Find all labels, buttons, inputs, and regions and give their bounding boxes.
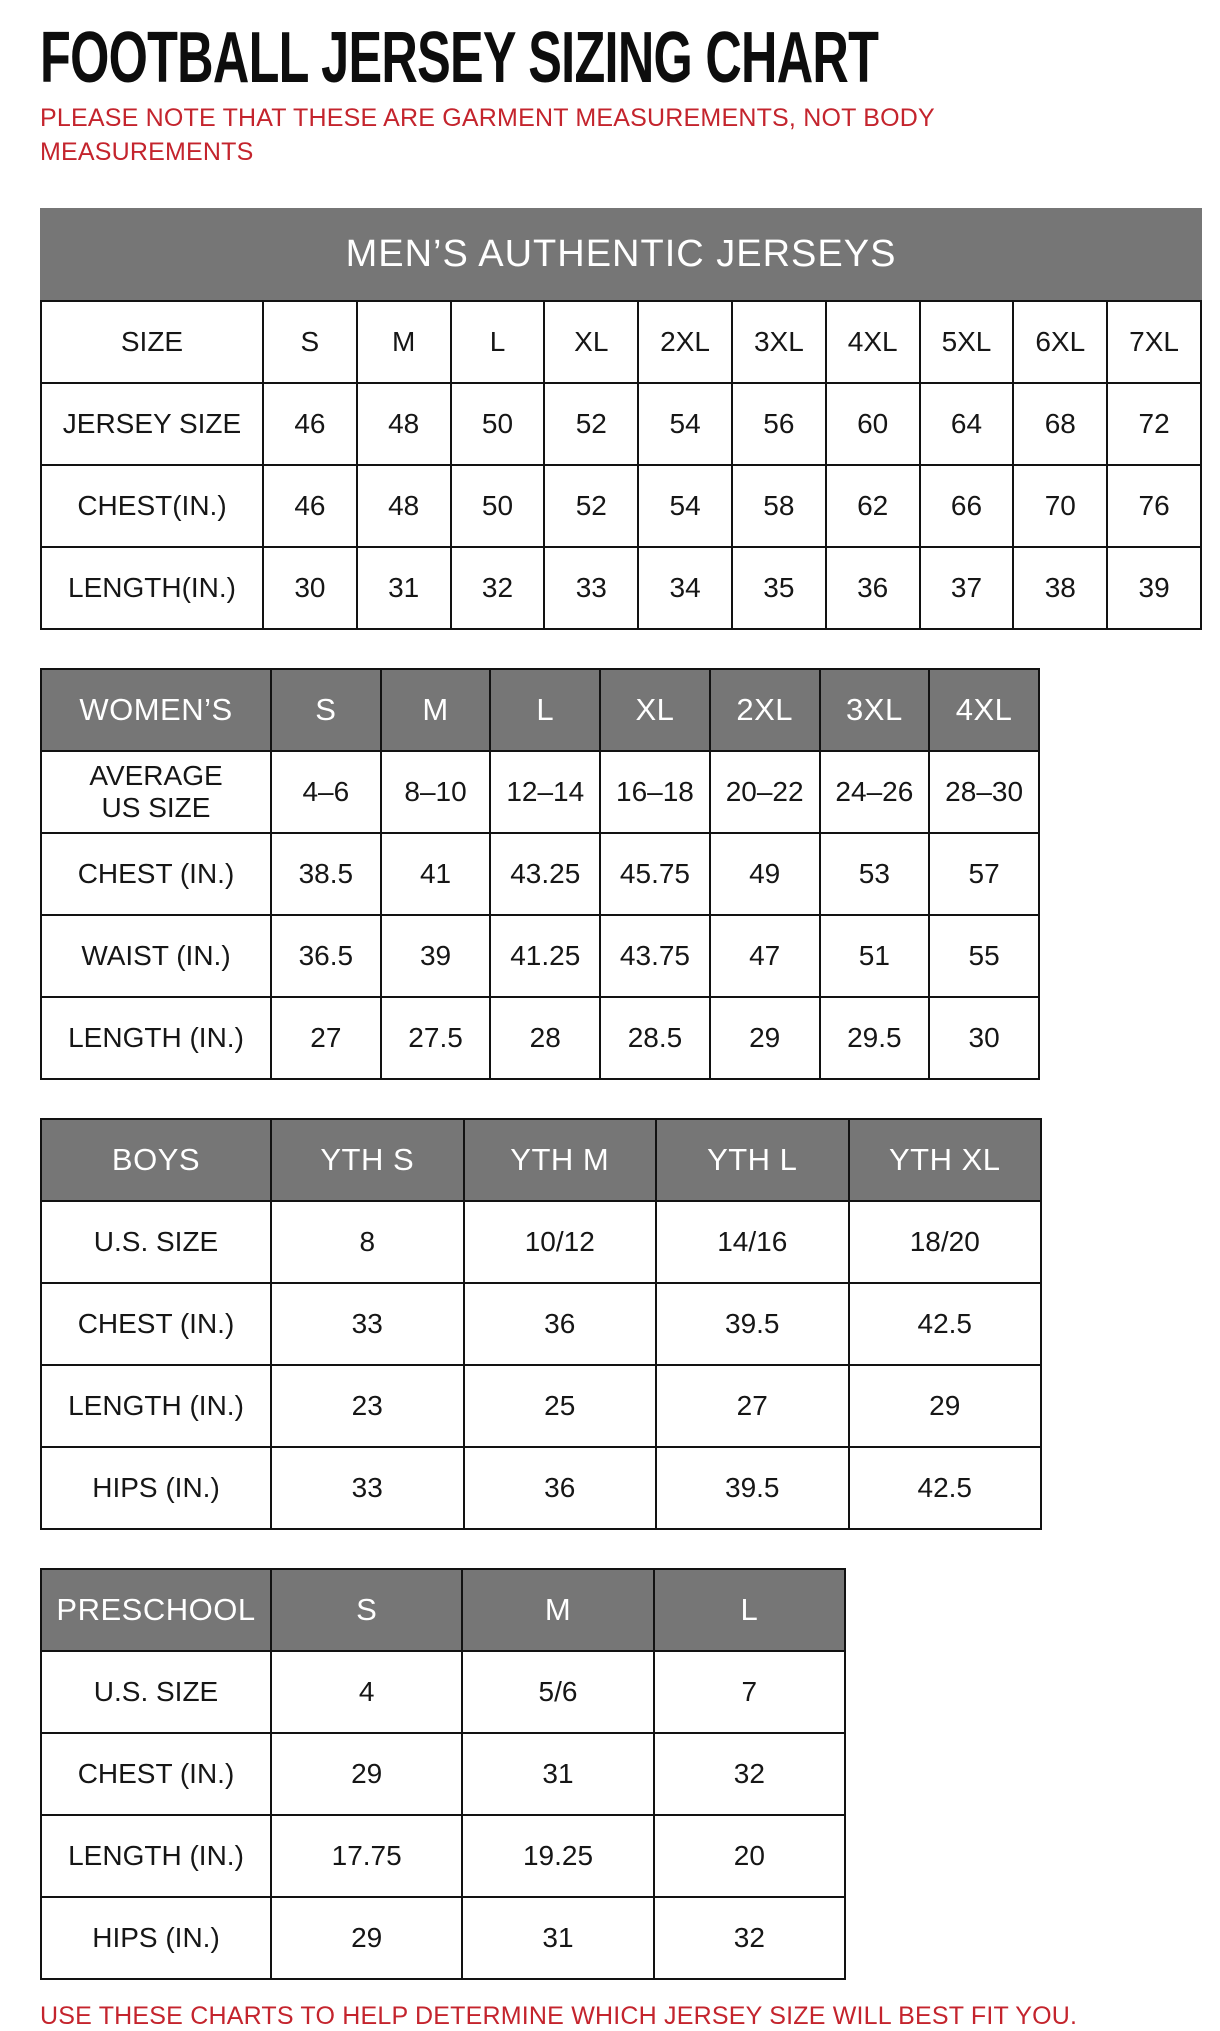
boys-value-cell: 42.5 [849, 1283, 1042, 1365]
preschool-value-cell: 32 [654, 1897, 845, 1979]
mens-value-cell: S [263, 301, 357, 383]
mens-value-cell: 48 [357, 465, 451, 547]
boys-row-label: U.S. SIZE [41, 1201, 271, 1283]
preschool-value-cell: 5/6 [462, 1651, 653, 1733]
preschool-sizing-table [40, 1568, 846, 1980]
mens-value-cell: 46 [263, 383, 357, 465]
boys-value-cell: 18/20 [849, 1201, 1042, 1283]
mens-value-cell: 38 [1013, 547, 1107, 629]
boys-value-cell: 33 [271, 1447, 464, 1529]
womens-row-label: WAIST (IN.) [41, 915, 271, 997]
preschool-value-cell: 7 [654, 1651, 845, 1733]
preschool-value-cell: 32 [654, 1733, 845, 1815]
womens-value-cell: 39 [381, 915, 491, 997]
preschool-value-cell: 31 [462, 1733, 653, 1815]
mens-value-cell: 33 [544, 547, 638, 629]
preschool-table-row [41, 1733, 845, 1815]
womens-value-cell: 28 [490, 997, 600, 1079]
mens-value-cell: 5XL [920, 301, 1014, 383]
mens-value-cell: 32 [451, 547, 545, 629]
boys-size-header: YTH L [656, 1119, 849, 1201]
womens-size-header: 2XL [710, 669, 820, 751]
boys-table-row [41, 1447, 1041, 1529]
boys-value-cell: 36 [464, 1283, 657, 1365]
boys-value-cell: 10/12 [464, 1201, 657, 1283]
womens-value-cell: 12–14 [490, 751, 600, 833]
boys-value-cell: 27 [656, 1365, 849, 1447]
womens-value-cell: 49 [710, 833, 820, 915]
mens-value-cell: M [357, 301, 451, 383]
womens-value-cell: 29.5 [820, 997, 930, 1079]
mens-value-cell: 66 [920, 465, 1014, 547]
womens-value-cell: 43.75 [600, 915, 710, 997]
womens-header-label: WOMEN’S [41, 669, 271, 751]
preschool-value-cell: 31 [462, 1897, 653, 1979]
womens-value-cell: 45.75 [600, 833, 710, 915]
womens-value-cell: 24–26 [820, 751, 930, 833]
mens-value-cell: 52 [544, 465, 638, 547]
womens-value-cell: 47 [710, 915, 820, 997]
mens-value-cell: 52 [544, 383, 638, 465]
womens-row-label: LENGTH (IN.) [41, 997, 271, 1079]
boys-value-cell: 42.5 [849, 1447, 1042, 1529]
preschool-row-label: LENGTH (IN.) [41, 1815, 271, 1897]
mens-table-row [41, 547, 1201, 629]
mens-value-cell: 72 [1107, 383, 1201, 465]
mens-value-cell: 68 [1013, 383, 1107, 465]
womens-size-header: 4XL [929, 669, 1039, 751]
boys-size-header: YTH S [271, 1119, 464, 1201]
mens-value-cell: 64 [920, 383, 1014, 465]
womens-size-header: S [271, 669, 381, 751]
womens-header-row [41, 669, 1039, 751]
boys-value-cell: 39.5 [656, 1283, 849, 1365]
womens-value-cell: 30 [929, 997, 1039, 1079]
preschool-value-cell: 17.75 [271, 1815, 462, 1897]
preschool-row-label: U.S. SIZE [41, 1651, 271, 1733]
mens-banner-row [41, 209, 1201, 301]
boys-size-header: YTH XL [849, 1119, 1042, 1201]
mens-value-cell: 3XL [732, 301, 826, 383]
womens-value-cell: 51 [820, 915, 930, 997]
boys-table-row [41, 1365, 1041, 1447]
womens-value-cell: 28.5 [600, 997, 710, 1079]
preschool-table-row [41, 1651, 845, 1733]
boys-table-row [41, 1283, 1041, 1365]
womens-value-cell: 41 [381, 833, 491, 915]
mens-value-cell: 56 [732, 383, 826, 465]
boys-row-label: HIPS (IN.) [41, 1447, 271, 1529]
mens-table-row [41, 383, 1201, 465]
preschool-row-label: HIPS (IN.) [41, 1897, 271, 1979]
mens-row-label: LENGTH(IN.) [41, 547, 263, 629]
boys-value-cell: 23 [271, 1365, 464, 1447]
womens-row-label: AVERAGE US SIZE [41, 751, 271, 833]
preschool-value-cell: 4 [271, 1651, 462, 1733]
mens-table-row [41, 465, 1201, 547]
preschool-size-header: S [271, 1569, 462, 1651]
boys-row-label: LENGTH (IN.) [41, 1365, 271, 1447]
mens-value-cell: 7XL [1107, 301, 1201, 383]
mens-value-cell: 70 [1013, 465, 1107, 547]
mens-value-cell: 2XL [638, 301, 732, 383]
mens-value-cell: XL [544, 301, 638, 383]
womens-value-cell: 41.25 [490, 915, 600, 997]
mens-authentic-jerseys-table [40, 208, 1202, 630]
womens-sizing-table [40, 668, 1040, 1080]
footer-fit-note: USE THESE CHARTS TO HELP DETERMINE WHICH JERSEY SIZE WILL BEST FIT YOU. [40, 2001, 1078, 2030]
mens-value-cell: 46 [263, 465, 357, 547]
womens-size-header: 3XL [820, 669, 930, 751]
mens-value-cell: 48 [357, 383, 451, 465]
mens-value-cell: 58 [732, 465, 826, 547]
boys-value-cell: 33 [271, 1283, 464, 1365]
womens-value-cell: 8–10 [381, 751, 491, 833]
boys-size-header: YTH M [464, 1119, 657, 1201]
mens-value-cell: 39 [1107, 547, 1201, 629]
boys-header-row [41, 1119, 1041, 1201]
womens-value-cell: 38.5 [271, 833, 381, 915]
mens-value-cell: 50 [451, 383, 545, 465]
womens-value-cell: 57 [929, 833, 1039, 915]
womens-value-cell: 20–22 [710, 751, 820, 833]
boys-value-cell: 8 [271, 1201, 464, 1283]
womens-size-header: L [490, 669, 600, 751]
mens-value-cell: 4XL [826, 301, 920, 383]
womens-table-row [41, 751, 1039, 833]
preschool-header-row [41, 1569, 845, 1651]
womens-value-cell: 27 [271, 997, 381, 1079]
page-title: FOOTBALL JERSEY SIZING CHART [40, 18, 879, 98]
womens-size-header: M [381, 669, 491, 751]
mens-value-cell: L [451, 301, 545, 383]
womens-row-label: CHEST (IN.) [41, 833, 271, 915]
womens-value-cell: 43.25 [490, 833, 600, 915]
preschool-table-row [41, 1897, 845, 1979]
mens-value-cell: 34 [638, 547, 732, 629]
preschool-row-label: CHEST (IN.) [41, 1733, 271, 1815]
mens-value-cell: 6XL [1013, 301, 1107, 383]
mens-value-cell: 37 [920, 547, 1014, 629]
boys-value-cell: 14/16 [656, 1201, 849, 1283]
mens-value-cell: 35 [732, 547, 826, 629]
preschool-value-cell: 29 [271, 1897, 462, 1979]
womens-value-cell: 16–18 [600, 751, 710, 833]
womens-size-header: XL [600, 669, 710, 751]
mens-value-cell: 60 [826, 383, 920, 465]
preschool-header-label: PRESCHOOL [41, 1569, 271, 1651]
mens-banner-title: MEN’S AUTHENTIC JERSEYS [41, 209, 1201, 301]
womens-table-row [41, 833, 1039, 915]
mens-value-cell: 54 [638, 383, 732, 465]
mens-table-row [41, 301, 1201, 383]
womens-table-row [41, 915, 1039, 997]
preschool-value-cell: 20 [654, 1815, 845, 1897]
mens-row-label: SIZE [41, 301, 263, 383]
womens-value-cell: 53 [820, 833, 930, 915]
womens-value-cell: 4–6 [271, 751, 381, 833]
womens-value-cell: 27.5 [381, 997, 491, 1079]
womens-value-cell: 29 [710, 997, 820, 1079]
boys-row-label: CHEST (IN.) [41, 1283, 271, 1365]
boys-header-label: BOYS [41, 1119, 271, 1201]
mens-value-cell: 76 [1107, 465, 1201, 547]
mens-value-cell: 62 [826, 465, 920, 547]
boys-sizing-table [40, 1118, 1042, 1530]
womens-value-cell: 55 [929, 915, 1039, 997]
boys-value-cell: 39.5 [656, 1447, 849, 1529]
boys-value-cell: 29 [849, 1365, 1042, 1447]
womens-value-cell: 28–30 [929, 751, 1039, 833]
mens-value-cell: 54 [638, 465, 732, 547]
garment-measurements-note: PLEASE NOTE THAT THESE ARE GARMENT MEASUREMENTS, NOT BODY MEASUREMENTS [40, 104, 935, 167]
mens-value-cell: 36 [826, 547, 920, 629]
preschool-value-cell: 19.25 [462, 1815, 653, 1897]
womens-table-row [41, 997, 1039, 1079]
preschool-table-row [41, 1815, 845, 1897]
boys-table-row [41, 1201, 1041, 1283]
boys-value-cell: 36 [464, 1447, 657, 1529]
womens-value-cell: 36.5 [271, 915, 381, 997]
preschool-size-header: L [654, 1569, 845, 1651]
boys-value-cell: 25 [464, 1365, 657, 1447]
mens-value-cell: 30 [263, 547, 357, 629]
mens-row-label: JERSEY SIZE [41, 383, 263, 465]
mens-value-cell: 31 [357, 547, 451, 629]
mens-row-label: CHEST(IN.) [41, 465, 263, 547]
mens-value-cell: 50 [451, 465, 545, 547]
preschool-value-cell: 29 [271, 1733, 462, 1815]
preschool-size-header: M [462, 1569, 653, 1651]
